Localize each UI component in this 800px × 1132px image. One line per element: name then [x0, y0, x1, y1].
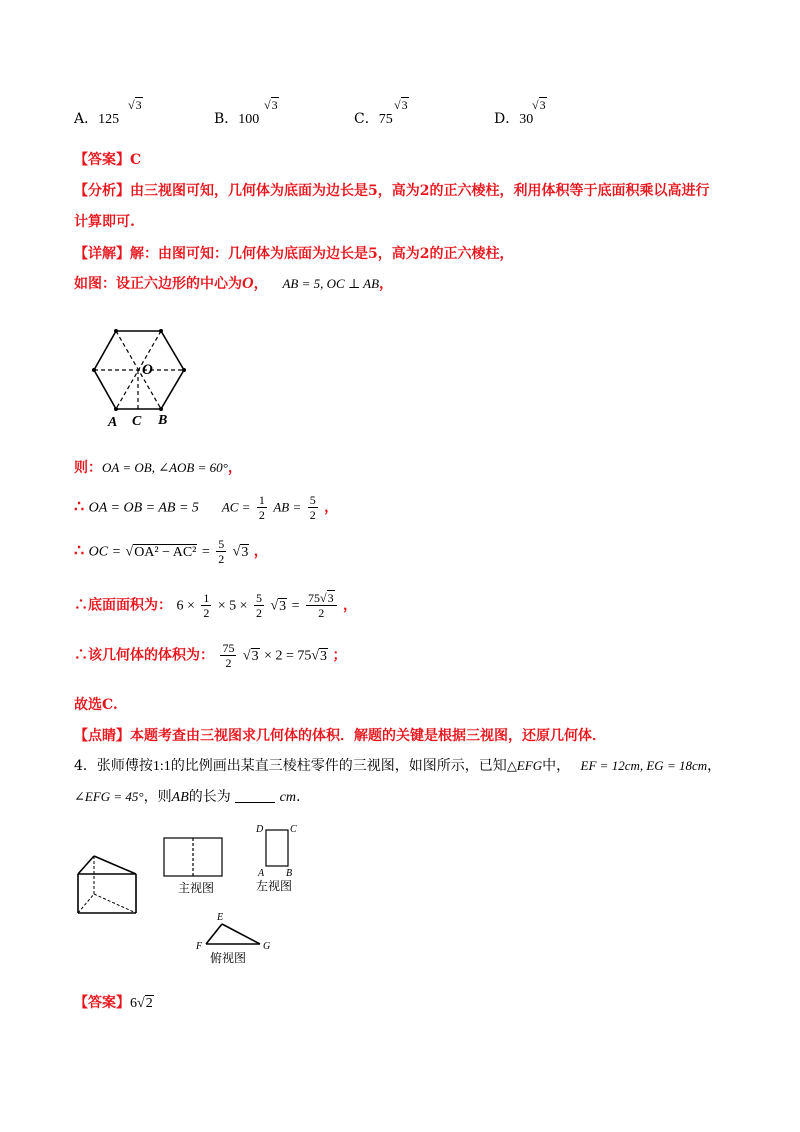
- option-a: A．125 √3: [74, 98, 142, 127]
- hex-edge: [94, 331, 116, 370]
- label-o: O: [142, 362, 153, 378]
- step-2: ∴ OA = OB = AB = 5 AC = $\frac{1}{2}$ AB = $\frac{5}{2}$ ，: [74, 493, 339, 522]
- answer-2: 【答案】6√2: [74, 995, 153, 1011]
- label-a-view: A: [258, 868, 265, 879]
- step-5: ∴该几何体的体积为： $\frac{75}{2}$ √3 × 2 = 75√3 ；: [74, 641, 347, 670]
- prism-sketch: [78, 856, 136, 913]
- label-a: A: [108, 415, 118, 430]
- option-c: C．75 √3: [354, 98, 408, 127]
- hexagon-figure: [86, 322, 196, 432]
- label-e: E: [217, 912, 224, 923]
- options-row: [74, 98, 674, 128]
- left-view: [266, 830, 288, 866]
- label-f: F: [196, 941, 203, 952]
- label-g: G: [263, 941, 271, 952]
- hex-edge: [161, 331, 184, 370]
- step-3: ∴ OC = √OA² − AC² = $\frac{5}{2}$ √3 ，: [74, 537, 268, 566]
- label-b: B: [158, 413, 168, 428]
- comment: 【点睛】本题考查由三视图求几何体的体积．解题的关键是根据三视图，还原几何体．: [74, 728, 606, 744]
- front-view: [164, 838, 222, 876]
- hex-edge: [94, 370, 116, 409]
- top-view: [206, 924, 260, 944]
- conclusion: 故选C.: [74, 697, 118, 713]
- detail-figure-intro: 如图：设正六边形的中心为O， AB = 5, OC ⊥ AB，: [74, 275, 394, 292]
- label-c: C: [132, 414, 142, 429]
- option-b: B．100 √3: [214, 98, 278, 127]
- option-d: D．30 √3: [494, 98, 546, 127]
- label-b-view: B: [286, 868, 293, 879]
- left-view-label: 左视图: [256, 879, 293, 893]
- label-c-view: C: [290, 824, 297, 835]
- answer-blank: [235, 788, 275, 803]
- detail: 【详解】解：由图可知：几何体为底面为边长是5，高为2的正六棱柱，: [74, 246, 514, 262]
- step-4: ∴底面面积为： 6 × $\frac{1}{2}$ × 5 × $\frac{5}{2}$ √3 = $\frac{75√3}{2}$ ，: [74, 591, 358, 620]
- front-view-label: 主视图: [178, 881, 215, 895]
- question-4: 4．张师傅按1:1的比例画出某直三棱柱零件的三视图，如图所示，已知△EFG中， EF = 12cm, EG = 18cm，: [74, 758, 722, 774]
- hex-edge: [161, 370, 184, 409]
- analysis-line-2: 计算即可.: [74, 214, 135, 230]
- top-view-label: 俯视图: [210, 951, 247, 965]
- answer-1: 【答案】C: [74, 152, 142, 168]
- three-view-figure: [70, 816, 310, 966]
- question-4-line-2: ∠EFG = 45°，则AB的长为 cm.: [74, 789, 301, 805]
- label-d: D: [256, 824, 264, 835]
- step-1: 则：OA = OB, ∠AOB = 60°，: [74, 460, 242, 476]
- analysis: 【分析】由三视图可知，几何体为底面为边长是5，高为2的正六棱柱，利用体积等于底面积乘以高进行: [74, 183, 710, 199]
